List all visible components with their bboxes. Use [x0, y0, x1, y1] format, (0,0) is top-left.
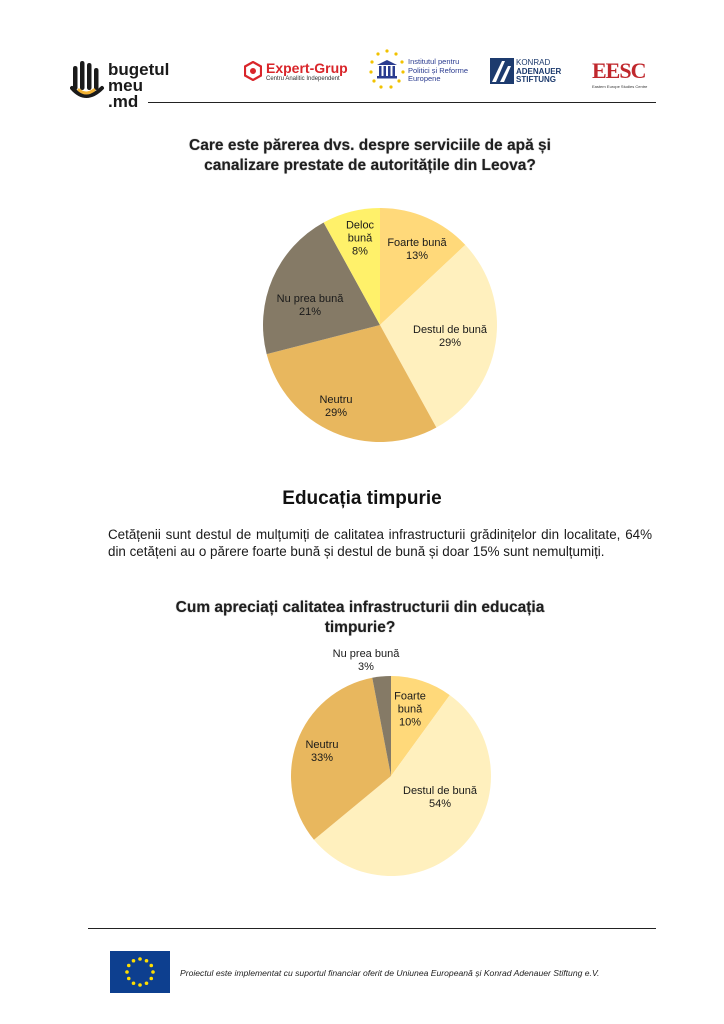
- pie-label: Nu prea bună 21%: [276, 293, 344, 318]
- footer-divider: [88, 928, 656, 929]
- header-divider: [148, 102, 656, 103]
- bugetul-meu-logo: [70, 58, 190, 111]
- pie-label: Foarte bună 13%: [387, 237, 447, 262]
- pie-label: Neutru 29%: [319, 394, 353, 419]
- logo-wordmark: bugetul meu .md: [108, 60, 170, 111]
- pie-label: Destul de bună 29%: [413, 324, 487, 349]
- hand-icon: [70, 60, 106, 104]
- pie-label: Nu prea bună 3%: [332, 648, 400, 673]
- eu-flag-icon: [110, 951, 170, 993]
- hexagon-icon: [244, 61, 262, 81]
- section-heading: Educația timpurie: [282, 488, 442, 509]
- ipre-logo: Institutul pentru Politici și Reforme Europene: [368, 48, 478, 94]
- chart1-title: Care este părerea dvs. despre serviciile de apă și canalizare prestate de autoritățile din Leova?: [189, 137, 551, 174]
- kas-emblem-icon: [490, 58, 514, 84]
- chart2-title: Cum apreciați calitatea infrastructurii din educația timpurie?: [175, 599, 545, 636]
- eu-stars-building-icon: [368, 48, 406, 92]
- pie-label: Foarte bună 10%: [394, 690, 426, 729]
- expert-grup-logo: Expert-Grup Centru Analitic Independent: [244, 60, 354, 90]
- chart2-pie: [290, 675, 492, 877]
- pie-label: Neutru 33%: [305, 739, 339, 764]
- section-paragraph: Cetățenii sunt destul de mulțumiți de calitatea infrastructurii grădinițelor din localitate, 64% din cetățeni au o părere foarte bună și destul de bună și doar 15% sunt nemulțumiți.: [108, 527, 652, 559]
- kas-logo: [490, 58, 568, 88]
- eesc-logo: EESC Eastern Europe Studies Centre: [592, 58, 648, 89]
- footer-funding-note: Proiectul este implementat cu suportul financiar oferit de Uniunea Europeană și Konrad Adenauer Stiftung e.V.: [180, 968, 600, 978]
- kas-wordmark: KONRAD ADENAUER STIFTUNG: [516, 58, 562, 84]
- pie-label: Destul de bună 54%: [403, 785, 477, 810]
- pie-label: Deloc bună 8%: [345, 219, 375, 258]
